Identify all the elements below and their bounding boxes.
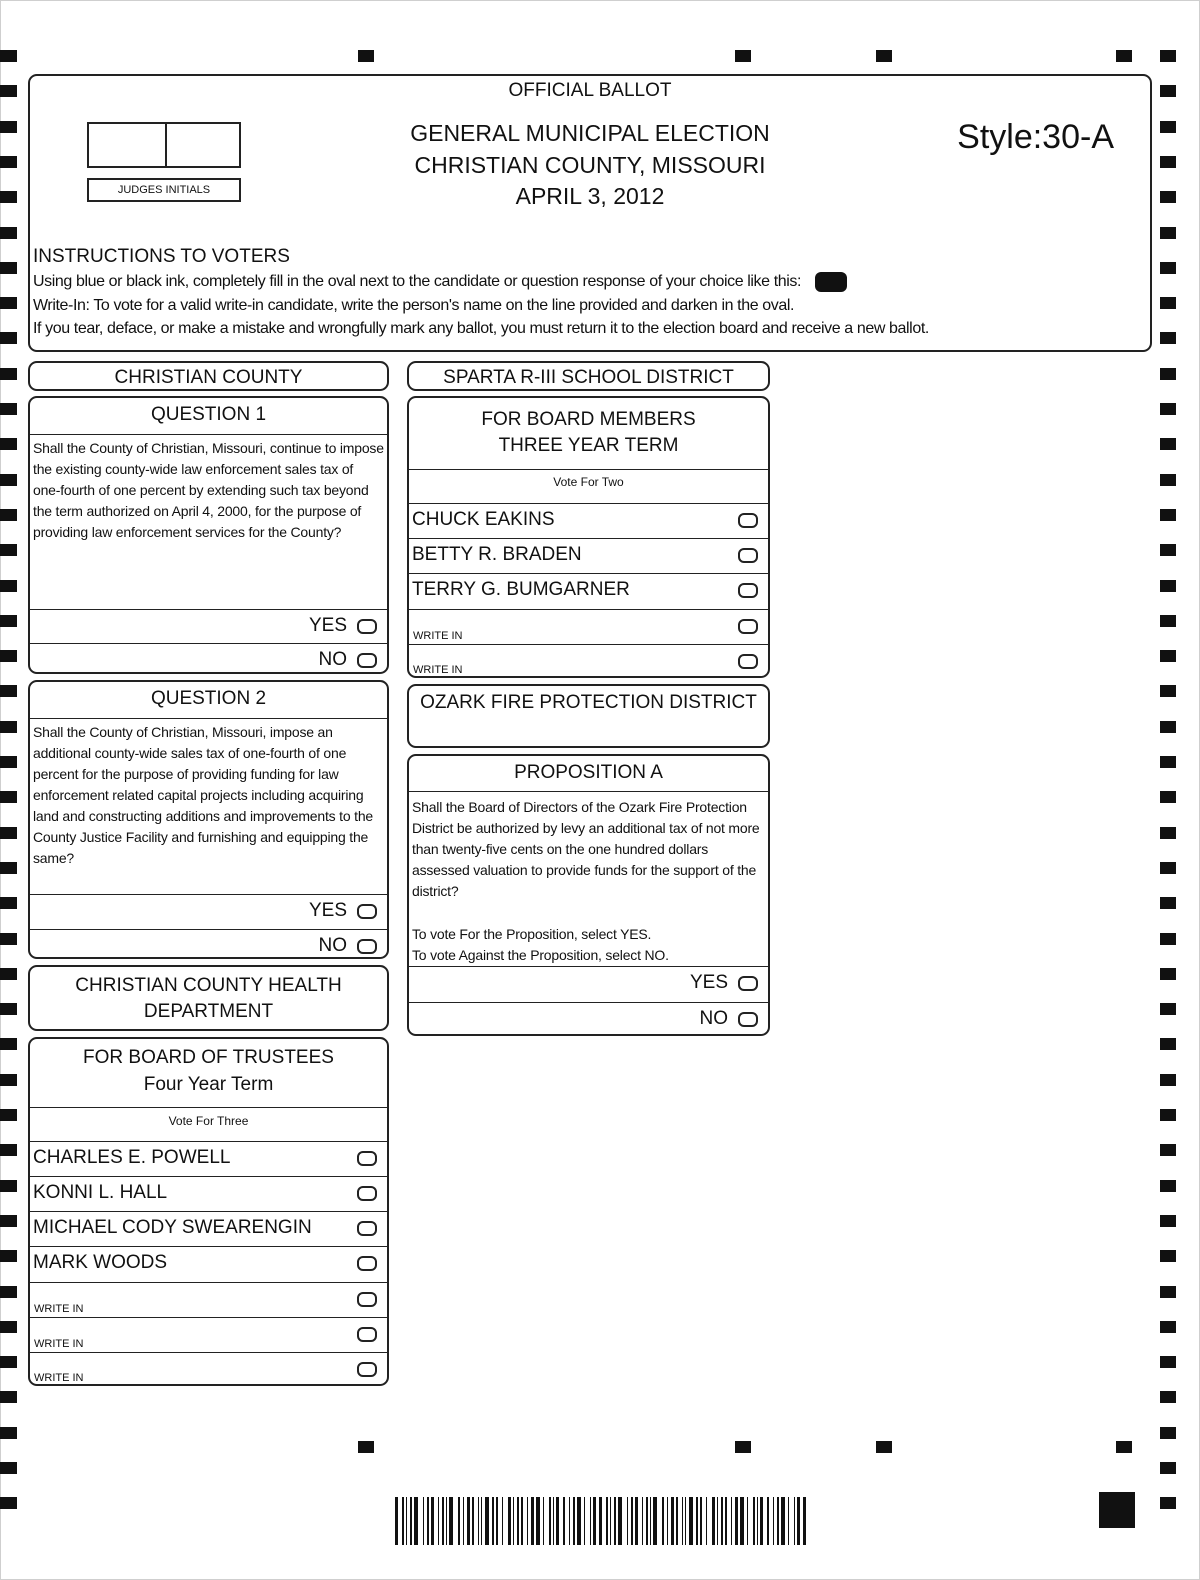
barcode-bar bbox=[788, 1497, 789, 1545]
barcode-bar bbox=[563, 1497, 565, 1545]
barcode-bar bbox=[662, 1497, 664, 1545]
no-label: NO bbox=[699, 1008, 728, 1029]
timing-mark bbox=[1160, 1321, 1176, 1333]
timing-mark bbox=[0, 191, 17, 203]
timing-mark bbox=[1160, 1109, 1176, 1121]
proposition-a-yes-oval[interactable] bbox=[738, 976, 758, 991]
timing-mark bbox=[0, 156, 17, 168]
barcode-bar bbox=[606, 1497, 608, 1545]
timing-mark bbox=[1160, 544, 1176, 556]
timing-mark bbox=[0, 580, 17, 592]
candidate-name: MARK WOODS bbox=[33, 1252, 168, 1273]
candidate-oval[interactable] bbox=[738, 513, 758, 528]
filled-oval-example-icon bbox=[815, 272, 847, 292]
timing-mark bbox=[1160, 297, 1176, 309]
barcode-bar bbox=[478, 1497, 479, 1545]
proposition-a-title: PROPOSITION A bbox=[514, 762, 663, 783]
barcode-bar bbox=[527, 1497, 528, 1545]
timing-mark bbox=[0, 262, 17, 274]
barcode-bar bbox=[731, 1497, 732, 1545]
ballot-barcode bbox=[395, 1497, 815, 1545]
barcode-bar bbox=[631, 1497, 633, 1545]
barcode-bar bbox=[599, 1497, 602, 1545]
write-in-oval[interactable] bbox=[357, 1362, 377, 1377]
barcode-bar bbox=[721, 1497, 723, 1545]
proposition-a-yes-row[interactable] bbox=[409, 966, 768, 1002]
ozark-fire-district-heading bbox=[407, 684, 770, 748]
candidate-name: BETTY R. BRADEN bbox=[412, 544, 582, 565]
timing-mark bbox=[0, 50, 17, 62]
barcode-bar bbox=[590, 1497, 591, 1545]
barcode-bar bbox=[446, 1497, 447, 1545]
barcode-bar bbox=[696, 1497, 698, 1545]
timing-mark bbox=[1160, 615, 1176, 627]
timing-mark bbox=[1160, 438, 1176, 450]
candidate-row[interactable] bbox=[30, 1176, 387, 1211]
barcode-bar bbox=[463, 1497, 464, 1545]
timing-mark bbox=[1160, 791, 1176, 803]
ozark-fire-label: OZARK FIRE PROTECTION DISTRICT bbox=[420, 692, 757, 713]
barcode-bar bbox=[423, 1497, 424, 1545]
question-1-no-oval[interactable] bbox=[357, 653, 377, 668]
barcode-bar bbox=[712, 1497, 715, 1545]
candidate-oval[interactable] bbox=[738, 583, 758, 598]
write-in-label: WRITE IN bbox=[413, 664, 463, 676]
timing-mark bbox=[1160, 1286, 1176, 1298]
timing-mark bbox=[0, 615, 17, 627]
timing-mark bbox=[0, 1462, 17, 1474]
timing-mark bbox=[876, 50, 892, 62]
barcode-bar bbox=[508, 1497, 511, 1545]
barcode-bar bbox=[543, 1497, 544, 1545]
barcode-bar bbox=[700, 1497, 702, 1545]
question-1-text-area bbox=[30, 434, 387, 609]
barcode-bar bbox=[442, 1497, 444, 1545]
barcode-bar bbox=[682, 1497, 683, 1545]
timing-mark bbox=[0, 933, 17, 945]
timing-mark bbox=[1160, 1074, 1176, 1086]
timing-mark bbox=[1160, 968, 1176, 980]
timing-mark bbox=[0, 544, 17, 556]
barcode-bar bbox=[569, 1497, 570, 1545]
timing-mark bbox=[1160, 191, 1176, 203]
write-in-row[interactable] bbox=[30, 1317, 387, 1352]
trustees-term: Four Year Term bbox=[143, 1074, 274, 1095]
board-of-trustees-section bbox=[28, 1037, 389, 1386]
timing-mark bbox=[1160, 1215, 1176, 1227]
barcode-bar bbox=[496, 1497, 498, 1545]
timing-mark bbox=[1160, 121, 1176, 133]
barcode-bar bbox=[685, 1497, 686, 1545]
timing-mark bbox=[0, 1180, 17, 1192]
barcode-bar bbox=[410, 1497, 412, 1545]
no-label: NO bbox=[318, 649, 347, 670]
question-1-yes-row[interactable] bbox=[30, 609, 387, 643]
timing-mark bbox=[0, 897, 17, 909]
barcode-bar bbox=[431, 1497, 434, 1545]
barcode-bar bbox=[556, 1497, 559, 1545]
barcode-bar bbox=[438, 1497, 439, 1545]
judges-initials-box[interactable] bbox=[87, 122, 241, 168]
instructions-line-1 bbox=[33, 272, 847, 292]
barcode-bar bbox=[406, 1497, 407, 1545]
barcode-bar bbox=[395, 1497, 398, 1545]
barcode-bar bbox=[531, 1497, 534, 1545]
yes-label: YES bbox=[308, 900, 347, 921]
timing-mark bbox=[1160, 332, 1176, 344]
barcode-bar bbox=[794, 1497, 795, 1545]
barcode-bar bbox=[676, 1497, 678, 1545]
question-1-title: QUESTION 1 bbox=[150, 404, 267, 425]
county-title: CHRISTIAN COUNTY, MISSOURI bbox=[414, 152, 766, 178]
question-2-no-oval[interactable] bbox=[357, 939, 377, 954]
barcode-bar bbox=[521, 1497, 523, 1545]
timing-mark bbox=[0, 756, 17, 768]
timing-mark bbox=[0, 227, 17, 239]
timing-mark bbox=[1160, 862, 1176, 874]
instructions-title: INSTRUCTIONS TO VOTERS bbox=[33, 246, 290, 267]
question-1-text: Shall the County of Christian, Missouri, continue to impose the existing county-wide law enforcement sales tax of one-fourth of one percent by extending such tax beyond the term authorized on April 4, 2000, for the purpose of providing law enforcement services for the County? bbox=[33, 440, 384, 540]
candidate-oval[interactable] bbox=[357, 1221, 377, 1236]
barcode-bar bbox=[689, 1497, 693, 1545]
barcode-bar bbox=[414, 1497, 418, 1545]
yes-label: YES bbox=[308, 615, 347, 636]
timing-mark bbox=[1160, 933, 1176, 945]
timing-mark bbox=[1160, 1427, 1176, 1439]
trustees-vote-for: Vote For Three bbox=[168, 1114, 249, 1128]
barcode-bar bbox=[767, 1497, 769, 1545]
barcode-bar bbox=[635, 1497, 638, 1545]
candidate-row[interactable] bbox=[409, 573, 768, 609]
timing-mark bbox=[1160, 827, 1176, 839]
christian-county-heading bbox=[28, 361, 389, 391]
timing-mark bbox=[0, 1144, 17, 1156]
barcode-bar bbox=[650, 1497, 651, 1545]
write-in-oval[interactable] bbox=[357, 1292, 377, 1307]
corner-mark bbox=[1099, 1492, 1135, 1528]
question-1-section bbox=[28, 396, 389, 674]
timing-mark bbox=[1160, 756, 1176, 768]
timing-mark bbox=[735, 50, 751, 62]
timing-mark bbox=[1160, 156, 1176, 168]
timing-mark bbox=[1160, 650, 1176, 662]
timing-mark bbox=[0, 1109, 17, 1121]
write-in-label: WRITE IN bbox=[34, 1372, 84, 1384]
no-label: NO bbox=[318, 935, 347, 956]
barcode-bar bbox=[653, 1497, 657, 1545]
timing-mark bbox=[1160, 1003, 1176, 1015]
barcode-bar bbox=[458, 1497, 460, 1545]
barcode-bar bbox=[627, 1497, 628, 1545]
write-in-oval[interactable] bbox=[357, 1327, 377, 1342]
timing-mark bbox=[1160, 685, 1176, 697]
barcode-bar bbox=[573, 1497, 575, 1545]
barcode-bar bbox=[797, 1497, 800, 1545]
proposition-a-text-area bbox=[409, 791, 768, 966]
barcode-bar bbox=[777, 1497, 779, 1545]
proposition-a-no-row[interactable] bbox=[409, 1002, 768, 1036]
barcode-bar bbox=[614, 1497, 616, 1545]
question-2-yes-row[interactable] bbox=[30, 894, 387, 929]
candidate-row[interactable] bbox=[30, 1211, 387, 1246]
timing-mark bbox=[1160, 1356, 1176, 1368]
instructions-line-2: Write-In: To vote for a valid write-in candidate, write the person's name on the line provided and darken in the oval. bbox=[33, 297, 795, 314]
sparta-school-district-heading bbox=[407, 361, 770, 391]
barcode-bar bbox=[481, 1497, 482, 1545]
barcode-bar bbox=[485, 1497, 489, 1545]
barcode-bar bbox=[610, 1497, 611, 1545]
timing-mark bbox=[0, 1074, 17, 1086]
timing-mark bbox=[1160, 580, 1176, 592]
write-in-oval[interactable] bbox=[738, 619, 758, 634]
candidate-row[interactable] bbox=[30, 1141, 387, 1176]
timing-mark bbox=[1160, 403, 1176, 415]
candidate-oval[interactable] bbox=[357, 1151, 377, 1166]
candidate-oval[interactable] bbox=[738, 548, 758, 563]
barcode-bar bbox=[513, 1497, 514, 1545]
barcode-bar bbox=[671, 1497, 674, 1545]
barcode-bar bbox=[642, 1497, 643, 1545]
timing-mark bbox=[1160, 368, 1176, 380]
timing-mark bbox=[1160, 1462, 1176, 1474]
barcode-bar bbox=[553, 1497, 554, 1545]
candidate-row[interactable] bbox=[409, 503, 768, 538]
timing-mark bbox=[0, 827, 17, 839]
candidate-name: CHUCK EAKINS bbox=[412, 509, 555, 530]
write-in-row[interactable] bbox=[409, 609, 768, 644]
timing-mark bbox=[0, 862, 17, 874]
timing-mark bbox=[0, 791, 17, 803]
timing-mark bbox=[1160, 509, 1176, 521]
yes-label: YES bbox=[689, 972, 728, 993]
trustees-vote-for-row bbox=[30, 1107, 387, 1141]
candidate-name: TERRY G. BUMGARNER bbox=[412, 579, 630, 600]
instructions-line-1-text: Using blue or black ink, completely fill in the oval next to the candidate or question response of your choice like this: bbox=[33, 273, 802, 291]
timing-mark bbox=[0, 1215, 17, 1227]
candidate-oval[interactable] bbox=[357, 1186, 377, 1201]
board-members-title: FOR BOARD MEMBERS bbox=[481, 409, 696, 430]
timing-mark bbox=[1160, 1250, 1176, 1262]
barcode-bar bbox=[706, 1497, 707, 1545]
timing-mark bbox=[0, 1250, 17, 1262]
barcode-bar bbox=[536, 1497, 540, 1545]
barcode-bar bbox=[492, 1497, 494, 1545]
timing-mark bbox=[1160, 897, 1176, 909]
instructions-line-3: If you tear, deface, or make a mistake and wrongfully mark any ballot, you must return it to the election board and receive a new ballot. bbox=[33, 320, 929, 337]
timing-mark bbox=[0, 650, 17, 662]
judges-box-divider bbox=[165, 124, 167, 166]
timing-mark bbox=[0, 1286, 17, 1298]
barcode-bar bbox=[549, 1497, 551, 1545]
barcode-bar bbox=[757, 1497, 758, 1545]
barcode-bar bbox=[753, 1497, 755, 1545]
judges-initials-label: JUDGES INITIALS bbox=[87, 178, 241, 202]
question-2-text-area bbox=[30, 718, 387, 894]
timing-mark bbox=[1160, 1391, 1176, 1403]
official-ballot-title: OFFICIAL BALLOT bbox=[508, 80, 672, 101]
candidate-name: MICHAEL CODY SWEARENGIN bbox=[33, 1217, 312, 1238]
timing-mark bbox=[1160, 262, 1176, 274]
header-box bbox=[28, 74, 1152, 352]
barcode-bar bbox=[618, 1497, 622, 1545]
barcode-bar bbox=[747, 1497, 748, 1545]
barcode-bar bbox=[803, 1497, 806, 1545]
question-2-yes-oval[interactable] bbox=[357, 904, 377, 919]
proposition-a-instruction-no: To vote Against the Proposition, select NO. bbox=[412, 947, 669, 963]
barcode-bar bbox=[577, 1497, 581, 1545]
barcode-bar bbox=[584, 1497, 585, 1545]
timing-mark bbox=[0, 1497, 17, 1509]
christian-county-label: CHRISTIAN COUNTY bbox=[114, 367, 303, 388]
timing-mark bbox=[1160, 1144, 1176, 1156]
board-vote-for-row bbox=[409, 469, 768, 503]
barcode-bar bbox=[646, 1497, 648, 1545]
election-date: APRIL 3, 2012 bbox=[515, 183, 665, 209]
question-1-no-row[interactable] bbox=[30, 643, 387, 674]
barcode-bar bbox=[781, 1497, 785, 1545]
proposition-a-no-oval[interactable] bbox=[738, 1012, 758, 1027]
timing-mark bbox=[358, 1441, 374, 1453]
timing-mark bbox=[1160, 474, 1176, 486]
timing-mark bbox=[0, 403, 17, 415]
timing-mark bbox=[0, 438, 17, 450]
timing-mark bbox=[0, 368, 17, 380]
barcode-bar bbox=[725, 1497, 727, 1545]
barcode-bar bbox=[717, 1497, 718, 1545]
timing-mark bbox=[1160, 50, 1176, 62]
election-title: GENERAL MUNICIPAL ELECTION bbox=[410, 120, 770, 146]
barcode-bar bbox=[402, 1497, 404, 1545]
timing-mark bbox=[1160, 1497, 1176, 1509]
timing-mark bbox=[876, 1441, 892, 1453]
board-vote-for: Vote For Two bbox=[553, 475, 624, 489]
timing-mark bbox=[0, 509, 17, 521]
board-members-term: THREE YEAR TERM bbox=[498, 435, 679, 456]
barcode-bar bbox=[760, 1497, 763, 1545]
timing-mark bbox=[0, 1391, 17, 1403]
timing-mark bbox=[0, 1356, 17, 1368]
barcode-bar bbox=[740, 1497, 744, 1545]
timing-mark bbox=[0, 1038, 17, 1050]
timing-mark bbox=[358, 50, 374, 62]
timing-mark bbox=[735, 1441, 751, 1453]
barcode-bar bbox=[467, 1497, 470, 1545]
question-2-text: Shall the County of Christian, Missouri, impose an additional county-wide sales tax of one-fourth of one percent for the purpose of providing funding for law enforcement related capital projects including acquiring land and constructing additions and improvements to the County Justice Facility and furnishing and equipping the same? bbox=[33, 724, 373, 866]
barcode-bar bbox=[735, 1497, 738, 1545]
timing-mark bbox=[1160, 227, 1176, 239]
health-department-line-1: CHRISTIAN COUNTY HEALTH bbox=[75, 975, 342, 996]
question-2-section bbox=[28, 680, 389, 959]
barcode-bar bbox=[472, 1497, 474, 1545]
barcode-bar bbox=[773, 1497, 774, 1545]
timing-mark bbox=[0, 474, 17, 486]
timing-mark bbox=[0, 85, 17, 97]
timing-mark bbox=[1116, 50, 1132, 62]
ballot-style: Style:30-A bbox=[957, 118, 1114, 156]
barcode-bar bbox=[427, 1497, 429, 1545]
timing-mark bbox=[1160, 721, 1176, 733]
health-department-heading bbox=[28, 965, 389, 1031]
proposition-a-text: Shall the Board of Directors of the Ozark Fire Protection District be authorized by levy an additional tax of not more than twenty-five cents on the one hundred dollars assessed valuation to provide funds for the support of the district? bbox=[412, 799, 760, 899]
health-department-line-2: DEPARTMENT bbox=[143, 1001, 274, 1022]
timing-mark bbox=[0, 968, 17, 980]
write-in-row[interactable] bbox=[30, 1352, 387, 1386]
timing-mark bbox=[0, 1321, 17, 1333]
sparta-label: SPARTA R-III SCHOOL DISTRICT bbox=[443, 367, 734, 388]
candidate-name: KONNI L. HALL bbox=[33, 1182, 168, 1203]
candidate-row[interactable] bbox=[30, 1246, 387, 1282]
question-2-no-row[interactable] bbox=[30, 929, 387, 959]
write-in-oval[interactable] bbox=[738, 654, 758, 669]
timing-mark bbox=[0, 685, 17, 697]
proposition-a-section bbox=[407, 754, 770, 1036]
write-in-label: WRITE IN bbox=[413, 630, 463, 642]
question-2-title: QUESTION 2 bbox=[150, 688, 267, 709]
barcode-bar bbox=[593, 1497, 596, 1545]
timing-mark bbox=[0, 721, 17, 733]
timing-mark bbox=[0, 121, 17, 133]
timing-mark bbox=[0, 1427, 17, 1439]
candidate-name: CHARLES E. POWELL bbox=[33, 1147, 231, 1168]
write-in-label: WRITE IN bbox=[34, 1338, 84, 1350]
barcode-bar bbox=[449, 1497, 453, 1545]
barcode-bar bbox=[502, 1497, 503, 1545]
write-in-row[interactable] bbox=[30, 1282, 387, 1317]
timing-mark bbox=[1160, 1180, 1176, 1192]
board-members-section bbox=[407, 396, 770, 678]
timing-mark bbox=[0, 332, 17, 344]
barcode-bar bbox=[667, 1497, 668, 1545]
timing-mark bbox=[1160, 1038, 1176, 1050]
timing-mark bbox=[1116, 1441, 1132, 1453]
barcode-bar bbox=[517, 1497, 519, 1545]
proposition-a-instruction-yes: To vote For the Proposition, select YES. bbox=[412, 926, 652, 942]
timing-mark bbox=[1160, 85, 1176, 97]
candidate-oval[interactable] bbox=[357, 1256, 377, 1271]
write-in-row[interactable] bbox=[409, 644, 768, 678]
trustees-title: FOR BOARD OF TRUSTEES bbox=[83, 1047, 334, 1068]
write-in-label: WRITE IN bbox=[34, 1303, 84, 1315]
candidate-row[interactable] bbox=[409, 538, 768, 573]
timing-mark bbox=[0, 297, 17, 309]
question-1-yes-oval[interactable] bbox=[357, 619, 377, 634]
timing-mark bbox=[0, 1003, 17, 1015]
